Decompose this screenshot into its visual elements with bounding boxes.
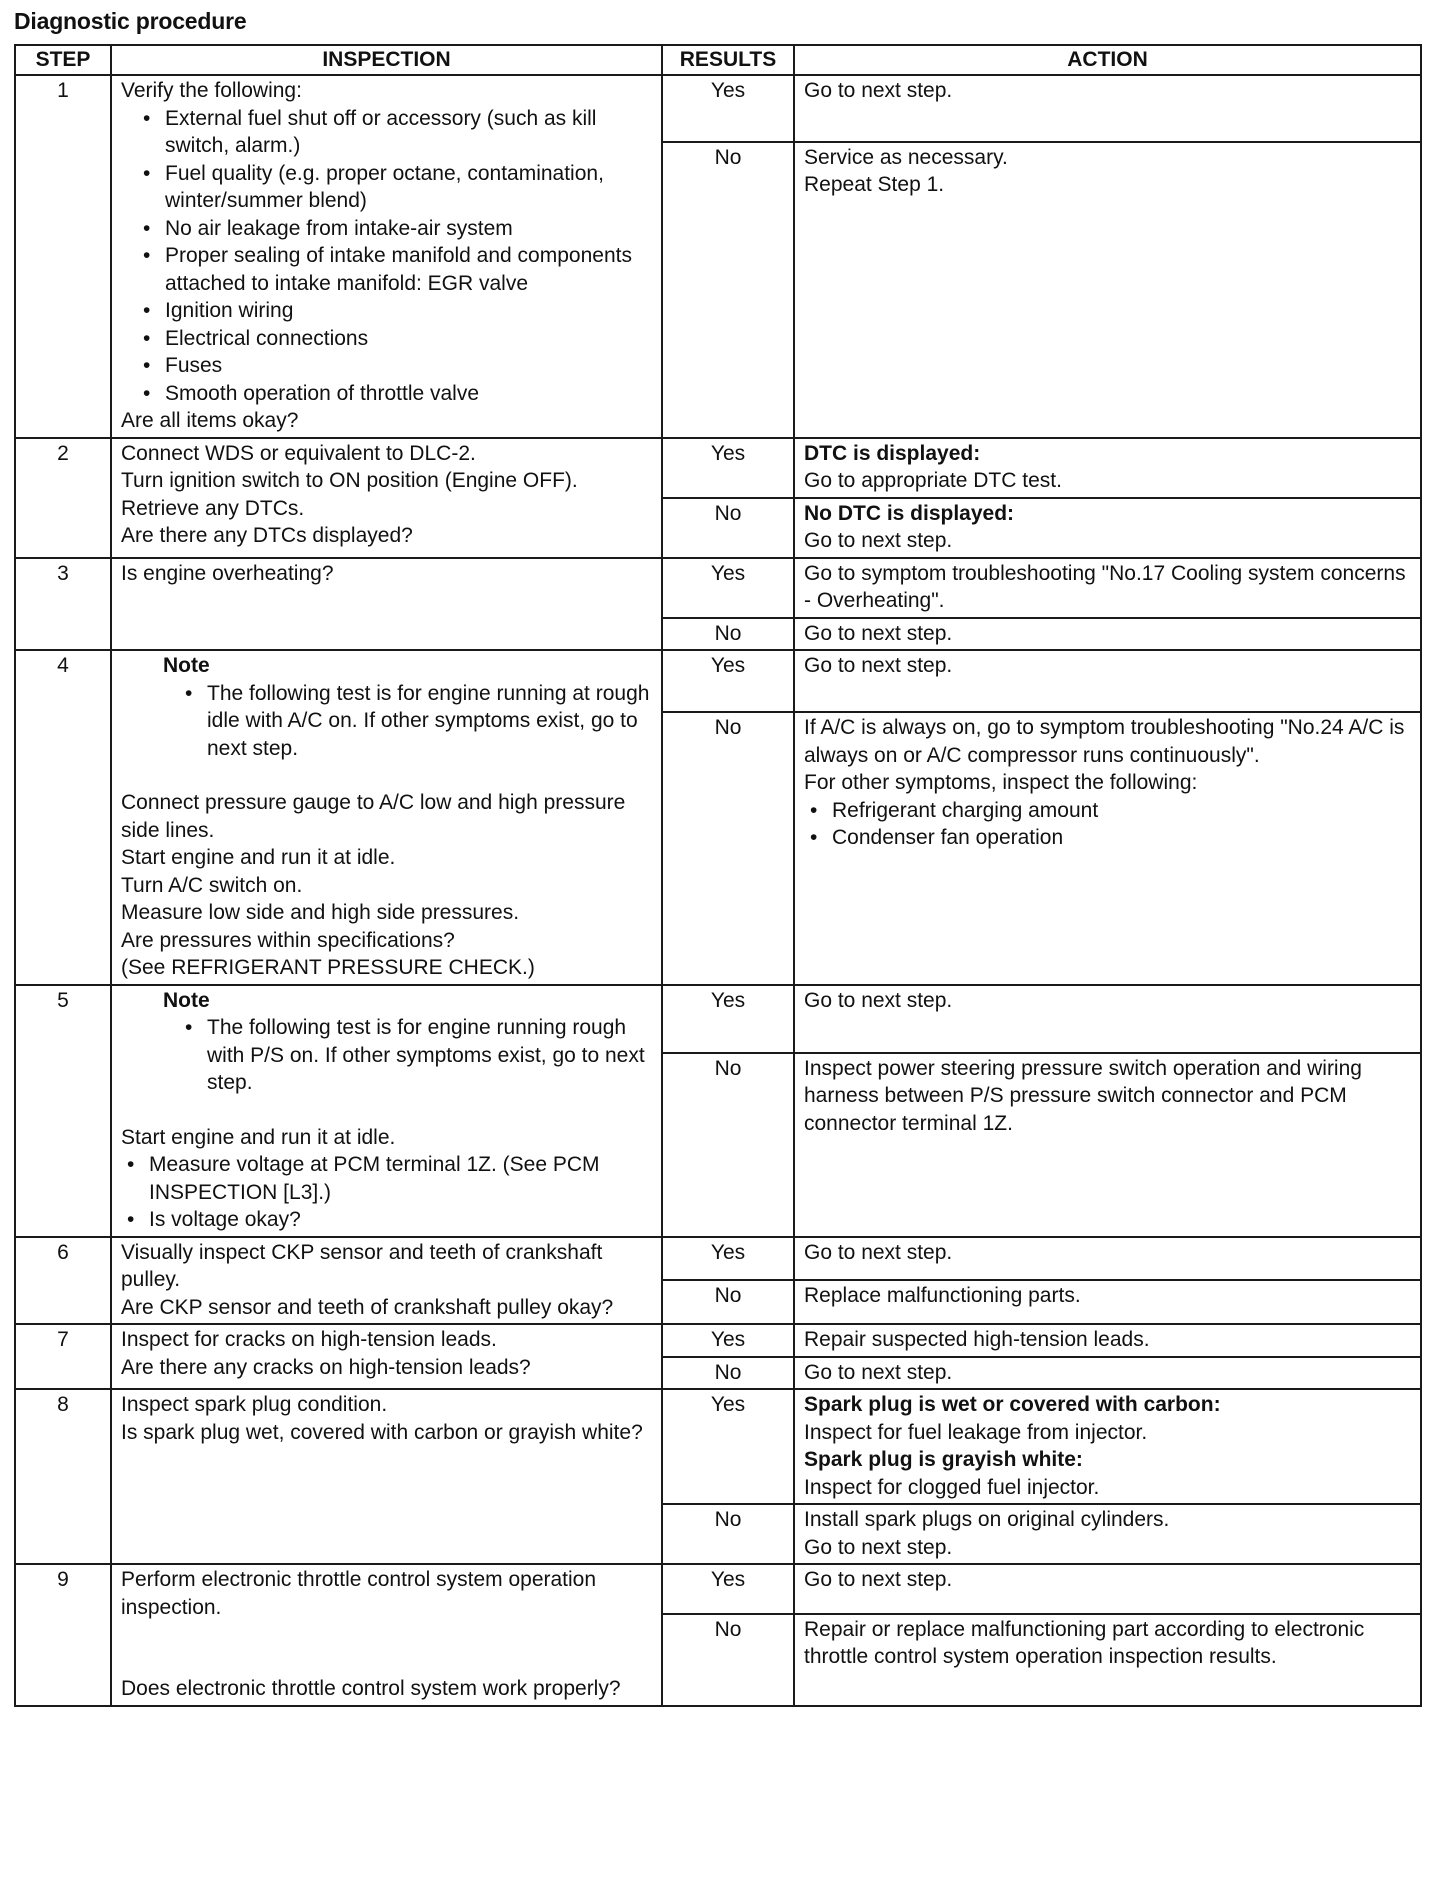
bullet-item: • Proper sealing of intake manifold and components attached to intake manifold: EGR valve [141,242,652,297]
inspection-line: Are there any DTCs displayed? [121,524,413,547]
action-line: Repeat Step 1. [804,173,945,196]
result-no: No [662,1053,794,1237]
action-no [794,1053,1421,1237]
inspection-bullets [121,105,652,408]
bullet-item: • Ignition wiring [141,297,652,325]
result-yes: Yes [662,438,794,498]
action-heading: No DTC is displayed: [804,501,1015,525]
bullet-item: • Fuel quality (e.g. proper octane, contamination, winter/summer blend) [141,160,652,215]
action-line: Replace malfunctioning parts. [804,1284,1081,1308]
action-heading: Spark plug is grayish white: [804,1448,1083,1471]
action-no [794,1504,1421,1564]
bullet-item: • Is voltage okay? [125,1206,652,1234]
step-number: 2 [15,438,111,558]
result-yes: Yes [662,1564,794,1614]
inspection-line: Turn A/C switch on. [121,873,303,897]
inspection-line: Measure low side and high side pressures. [121,901,520,924]
inspection-line: Retrieve any DTCs. [121,496,305,520]
note-bullet-item: • The following test is for engine running rough with P/S on. If other symptoms exist, go to next step. [183,1014,652,1097]
inspection-line: Verify the following: [121,79,302,102]
step-number: 8 [15,1389,111,1564]
inspection-cell [111,1324,662,1389]
inspection-cell [111,1237,662,1325]
inspection-line: Are there any cracks on high-tension leads? [121,1355,531,1379]
action-line: Go to next step. [804,1360,953,1384]
action-no [794,1614,1421,1706]
action-line: Inspect for clogged fuel injector. [804,1475,1100,1499]
action-bullets [804,797,1411,852]
result-no: No [662,618,794,651]
inspection-line: Start engine and run it at idle. [121,1125,396,1149]
action-no [794,142,1421,438]
step-number: 4 [15,650,111,985]
header-step: STEP [15,45,111,75]
result-no: No [662,142,794,438]
result-no: No [662,1357,794,1390]
note-bullet-item: • The following test is for engine running at rough idle with A/C on. If other symptoms exist, go to next step. [183,680,652,763]
table-row [15,1324,1421,1357]
result-no: No [662,712,794,984]
inspection-line: Start engine and run it at idle. [121,846,396,869]
table-row [15,75,1421,142]
spacer [121,1097,652,1124]
result-yes: Yes [662,1237,794,1281]
note-title: Note [163,988,210,1012]
bullet-item: • Electrical connections [141,325,652,353]
bullet-item: • External fuel shut off or accessory (such as kill switch, alarm.) [141,105,652,160]
result-yes: Yes [662,650,794,712]
inspection-question: Are all items okay? [121,409,299,432]
inspection-line: Connect WDS or equivalent to DLC-2. [121,441,476,465]
inspection-line: Is engine overheating? [121,561,334,585]
spacer [121,1621,652,1675]
inspection-line: Are pressures within specifications? [121,928,455,952]
inspection-line: Inspect for cracks on high-tension leads. [121,1328,497,1351]
action-yes [794,558,1421,618]
action-line: Go to next step. [804,654,953,677]
result-yes: Yes [662,1389,794,1504]
step-number: 9 [15,1564,111,1706]
bullet-item: • Condenser fan operation [808,824,1411,852]
table-row [15,650,1421,712]
action-yes [794,985,1421,1053]
inspection-bullets [121,1151,652,1234]
action-line: If A/C is always on, go to symptom troubleshooting "No.24 A/C is always on or A/C compressor runs continuously". [804,716,1405,767]
bullet-item: • Refrigerant charging amount [808,797,1411,825]
action-no [794,1357,1421,1390]
bullet-item: • Fuses [141,352,652,380]
inspection-cell [111,1564,662,1706]
page-title: Diagnostic procedure [14,8,247,34]
note-block [121,987,652,1097]
bullet-item: • Measure voltage at PCM terminal 1Z. (See PCM INSPECTION [L3].) [125,1151,652,1206]
action-line: Go to next step. [804,1535,953,1559]
table-row [15,1237,1421,1281]
result-no: No [662,1504,794,1564]
table-row [15,1564,1421,1614]
spacer [121,762,652,789]
action-yes [794,438,1421,498]
result-yes: Yes [662,75,794,142]
inspection-line: Turn ignition switch to ON position (Engine OFF). [121,469,578,492]
result-yes: Yes [662,558,794,618]
inspection-line: Is spark plug wet, covered with carbon or grayish white? [121,1420,643,1444]
inspection-cell [111,1389,662,1564]
step-number: 3 [15,558,111,651]
table-row [15,1389,1421,1504]
action-no [794,712,1421,984]
table-header-row [15,45,1421,75]
action-yes [794,75,1421,142]
action-heading: Spark plug is wet or covered with carbon: [804,1393,1221,1416]
inspection-line: (See REFRIGERANT PRESSURE CHECK.) [121,956,535,979]
action-line: Repair suspected high-tension leads. [804,1328,1150,1351]
note-block [121,652,652,762]
action-line: Inspect power steering pressure switch operation and wiring harness between P/S pressure switch connector and PCM connector terminal 1Z. [804,1056,1362,1135]
inspection-cell [111,985,662,1237]
action-no [794,1280,1421,1324]
action-line: Go to appropriate DTC test. [804,469,1062,492]
header-action: ACTION [794,45,1421,75]
inspection-line: Perform electronic throttle control system operation inspection. [121,1568,597,1619]
inspection-cell [111,558,662,651]
inspection-cell [111,438,662,558]
action-line: Go to next step. [804,529,953,552]
result-yes: Yes [662,1324,794,1357]
bullet-item: • No air leakage from intake-air system [141,215,652,243]
action-heading: DTC is displayed: [804,441,981,465]
action-no [794,498,1421,558]
note-bullets [163,680,652,763]
table-row [15,438,1421,498]
result-no: No [662,1614,794,1706]
action-line: Repair or replace malfunctioning part according to electronic throttle control system operation inspection results. [804,1617,1365,1669]
action-line: Go to next step. [804,79,953,102]
note-bullets [163,1014,652,1097]
action-no [794,618,1421,651]
action-line: For other symptoms, inspect the following: [804,771,1198,795]
table-row [15,985,1421,1053]
diagnostic-table [14,44,1422,1707]
action-yes [794,1389,1421,1504]
bullet-item: • Smooth operation of throttle valve [141,380,652,408]
inspection-line: Connect pressure gauge to A/C low and high pressure side lines. [121,791,626,842]
action-line: Go to next step. [804,621,953,645]
step-number: 7 [15,1324,111,1389]
action-yes [794,1237,1421,1281]
note-title: Note [163,654,210,677]
inspection-cell [111,650,662,985]
result-yes: Yes [662,985,794,1053]
action-yes [794,650,1421,712]
inspection-line: Visually inspect CKP sensor and teeth of crankshaft pulley. [121,1240,603,1291]
action-yes [794,1564,1421,1614]
inspection-question: Does electronic throttle control system work properly? [121,1677,621,1700]
action-line: Install spark plugs on original cylinders. [804,1508,1170,1531]
action-line: Go to symptom troubleshooting "No.17 Cooling system concerns - Overheating". [804,561,1406,612]
header-results: RESULTS [662,45,794,75]
action-yes [794,1324,1421,1357]
result-no: No [662,1280,794,1324]
table-row [15,558,1421,618]
inspection-line: Are CKP sensor and teeth of crankshaft pulley okay? [121,1295,614,1319]
step-number: 6 [15,1237,111,1325]
step-number: 5 [15,985,111,1237]
action-line: Inspect for fuel leakage from injector. [804,1420,1148,1444]
action-line: Go to next step. [804,988,953,1012]
step-number: 1 [15,75,111,438]
action-line: Go to next step. [804,1568,953,1591]
action-line: Service as necessary. [804,145,1008,169]
header-inspection: INSPECTION [111,45,662,75]
inspection-cell [111,75,662,438]
result-no: No [662,498,794,558]
action-line: Go to next step. [804,1240,953,1264]
inspection-line: Inspect spark plug condition. [121,1393,388,1416]
